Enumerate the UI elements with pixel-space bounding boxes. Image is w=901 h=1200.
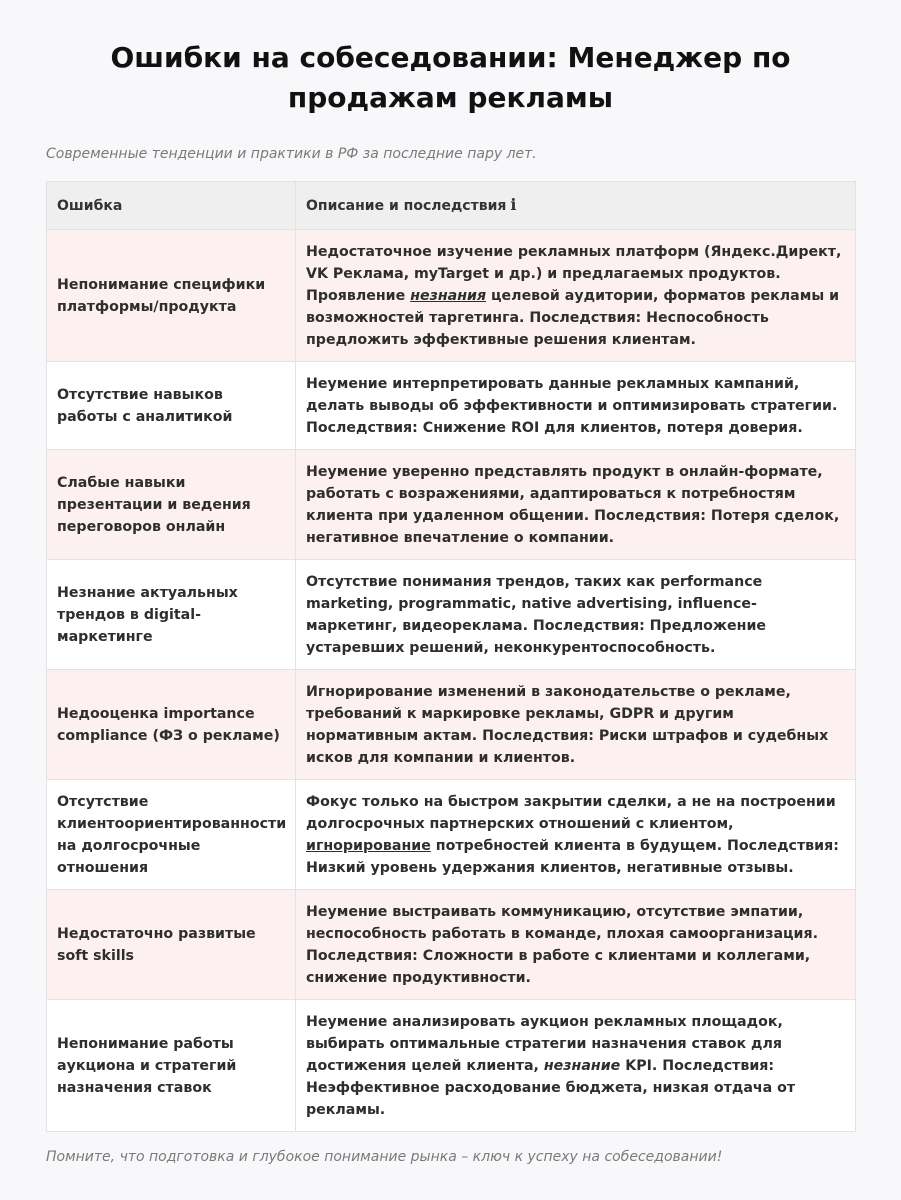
page-title-line-1: Ошибки на собеседовании: Менеджер по [110, 41, 791, 74]
mistake-cell: Недооценка importance compliance (ФЗ о рекламе) [47, 670, 296, 780]
table-row [47, 1000, 856, 1132]
mistake-cell: Непонимание работы аукциона и стратегий назначения ставок [47, 1000, 296, 1132]
underlined-text: игнорирование [306, 837, 431, 854]
description-cell: Неумение анализировать аукцион рекламных площадок, выбирать оптимальные стратегии назначения ставок для достижения целей клиента, незнание KPI. Последствия: Неэффективное расходование бюджета, низкая отдача от рекламы. [296, 1000, 856, 1132]
info-icon: i [510, 195, 517, 214]
table-row [47, 670, 856, 780]
description-cell: Игнорирование изменений в законодательстве о рекламе, требований к маркировке рекламы, GDPR и другим нормативным актам. Последствия: Риски штрафов и судебных исков для компании и клиентов. [296, 670, 856, 780]
table-row [47, 362, 856, 450]
table-row [47, 780, 856, 890]
table-header-row [47, 182, 856, 230]
page-footer: Помните, что подготовка и глубокое понимание рынка – ключ к успеху на собеседовании! [46, 1149, 723, 1165]
table-row [47, 230, 856, 362]
description-cell: Неумение интерпретировать данные рекламных кампаний, делать выводы об эффективности и оптимизировать стратегии. Последствия: Снижение ROI для клиентов, потеря доверия. [296, 362, 856, 450]
mistake-cell: Отсутствие навыков работы с аналитикой [47, 362, 296, 450]
mistake-cell: Незнание актуальных трендов в digital-маркетинге [47, 560, 296, 670]
emphasis-text: незнания [410, 287, 487, 304]
mistake-cell: Отсутствие клиентоориентированности на долгосрочные отношения [47, 780, 296, 890]
description-cell: Неумение выстраивать коммуникацию, отсутствие эмпатии, неспособность работать в команде, плохая самоорганизация. Последствия: Сложности в работе с клиентами и коллегами, снижение продуктивности. [296, 890, 856, 1000]
page-subtitle: Современные тенденции и практики в РФ за последние пару лет. [46, 146, 537, 162]
header-mistake: Ошибка [47, 182, 296, 230]
table-row [47, 560, 856, 670]
table-row [47, 450, 856, 560]
header-description: Описание и последствия i [296, 182, 856, 230]
mistake-cell: Слабые навыки презентации и ведения переговоров онлайн [47, 450, 296, 560]
page-title [60, 38, 841, 118]
table-row [47, 890, 856, 1000]
mistake-cell: Непонимание специфики платформы/продукта [47, 230, 296, 362]
emphasis-text: незнание [543, 1057, 621, 1074]
description-cell: Фокус только на быстром закрытии сделки, а не на построении долгосрочных партнерских отношений с клиентом, игнорирование потребностей клиента в будущем. Последствия: Низкий уровень удержания клиентов, негативные отзывы. [296, 780, 856, 890]
description-cell: Отсутствие понимания трендов, таких как performance marketing, programmatic, native advertising, influence-маркетинг, видеореклама. Последствия: Предложение устаревших решений, неконкурентоспособность. [296, 560, 856, 670]
mistake-cell: Недостаточно развитые soft skills [47, 890, 296, 1000]
description-cell: Недостаточное изучение рекламных платформ (Яндекс.Директ, VK Реклама, myTarget и др.) и предлагаемых продуктов. Проявление незнания целевой аудитории, форматов рекламы и возможностей таргетинга. Последствия: Неспособность предложить эффективные решения клиентам. [296, 230, 856, 362]
description-cell: Неумение уверенно представлять продукт в онлайн-формате, работать с возражениями, адаптироваться к потребностям клиента при удаленном общении. Последствия: Потеря сделок, негативное впечатление о компании. [296, 450, 856, 560]
page-title-line-2: продажам рекламы [287, 81, 614, 114]
mistakes-table [46, 181, 856, 1132]
